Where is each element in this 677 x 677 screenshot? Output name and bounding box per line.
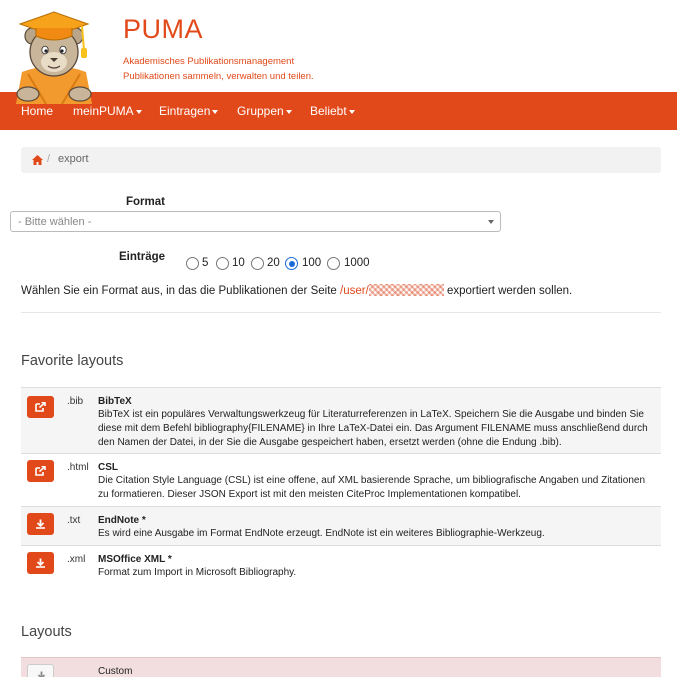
layout-row-bibtex: [21, 387, 661, 453]
export-custom-button[interactable]: [27, 664, 54, 677]
layout-description: BibTeX ist ein populäres Verwaltungswerkzeug für Literaturreferenzen in LaTeX. Speichern Sie die Ausgabe und binden Sie diese mit dem Befehl bibliography{FILENAME} in Ihre LaTeX-Datei ein. Das Argument FILENAME muss anschließend durch den Namen der Datei, in der Sie die Ausgabe gespeichert haben, ersetzt werden (ohne die Endung .bib).: [98, 409, 648, 448]
nav-eintragen[interactable]: [159, 92, 218, 130]
caret-down-icon: [286, 110, 292, 114]
user-page-link[interactable]: /user/: [340, 285, 369, 297]
entries-radio-10[interactable]: [216, 257, 229, 270]
nav-gruppen-label: Gruppen: [237, 104, 284, 118]
entries-radio-label-10: 10: [232, 257, 245, 269]
layout-description: Die Citation Style Language (CSL) ist eine offene, auf XML basierende Sprache, um bibliografische Angaben und Zitationen zu formatieren. Dieser JSON Export ist mit den meisten CiteProc Implementationen kompatibel.: [98, 475, 646, 500]
format-select[interactable]: [10, 211, 501, 232]
export-endnote-button[interactable]: [27, 513, 54, 535]
export-msoffice-xml-button[interactable]: [27, 552, 54, 574]
redacted-username: [369, 284, 444, 296]
puma-mascot-logo[interactable]: [12, 6, 96, 104]
layout-name: Custom: [98, 666, 133, 677]
site-tagline: Publikationen sammeln, verwalten und teilen.: [123, 71, 314, 82]
site-title[interactable]: PUMA: [123, 14, 204, 44]
info-text-after: exportiert werden sollen.: [443, 285, 573, 297]
layout-name: MSOffice XML *: [98, 554, 172, 565]
layout-row-endnote: [21, 506, 661, 545]
export-bibtex-button[interactable]: [27, 396, 54, 418]
entries-label: Einträge: [119, 251, 166, 263]
entries-radio-100[interactable]: [285, 257, 298, 270]
home-icon[interactable]: [32, 155, 43, 165]
favorite-layouts-title: Favorite layouts: [21, 353, 124, 369]
breadcrumb-separator: /: [47, 153, 51, 165]
entries-radio-1000[interactable]: [327, 257, 340, 270]
caret-down-icon: [136, 110, 142, 114]
layout-extension: .html: [67, 462, 89, 473]
layout-description: Format zum Import in Microsoft Bibliography.: [98, 567, 297, 578]
external-link-icon: [35, 466, 46, 476]
nav-home-label: Home: [21, 104, 54, 118]
download-icon: [35, 519, 46, 529]
site-header: [0, 0, 677, 92]
layout-name: CSL: [98, 462, 118, 473]
entries-radio-20[interactable]: [251, 257, 264, 270]
entries-radio-label-5: 5: [202, 257, 209, 269]
download-icon: [36, 671, 47, 677]
layout-extension: .bib: [67, 396, 84, 407]
nav-beliebt-label: Beliebt: [310, 104, 347, 118]
format-label: Format: [126, 196, 165, 208]
layout-description: Es wird eine Ausgabe im Format EndNote erzeugt. EndNote ist ein weiteres Bibliographie-Werkzeug.: [98, 528, 545, 539]
divider: [21, 312, 661, 313]
entries-radio-5[interactable]: [186, 257, 199, 270]
nav-eintragen-label: Eintragen: [159, 104, 211, 118]
chevron-down-icon: [488, 220, 494, 224]
layout-name: BibTeX: [98, 396, 132, 407]
breadcrumb-current: export: [58, 153, 89, 165]
export-info-text: [21, 284, 572, 297]
layout-row-msoffice-xml: [21, 545, 661, 585]
layout-name: EndNote *: [98, 515, 146, 526]
layout-extension: .txt: [67, 515, 81, 526]
layout-row-csl: [21, 453, 661, 506]
site-subtitle: Akademisches Publikationsmanagement: [123, 56, 295, 67]
breadcrumb: [21, 147, 661, 173]
external-link-icon: [35, 402, 46, 412]
entries-radio-label-20: 20: [267, 257, 280, 269]
caret-down-icon: [349, 110, 355, 114]
main-navbar: [0, 92, 677, 130]
entries-radio-label-100: 100: [302, 257, 322, 269]
info-text-before: Wählen Sie ein Format aus, in das die Publikationen der Seite: [21, 285, 340, 297]
nav-meinpuma-label: meinPUMA: [73, 104, 134, 118]
caret-down-icon: [212, 110, 218, 114]
nav-beliebt[interactable]: [310, 92, 355, 130]
export-csl-button[interactable]: [27, 460, 54, 482]
layouts-title: Layouts: [21, 624, 72, 640]
layout-row-custom: [21, 657, 661, 677]
download-icon: [35, 558, 46, 568]
entries-radio-label-1000: 1000: [344, 257, 370, 269]
nav-gruppen[interactable]: [237, 92, 292, 130]
layout-extension: .xml: [67, 554, 86, 565]
format-select-value: - Bitte wählen -: [18, 216, 92, 228]
